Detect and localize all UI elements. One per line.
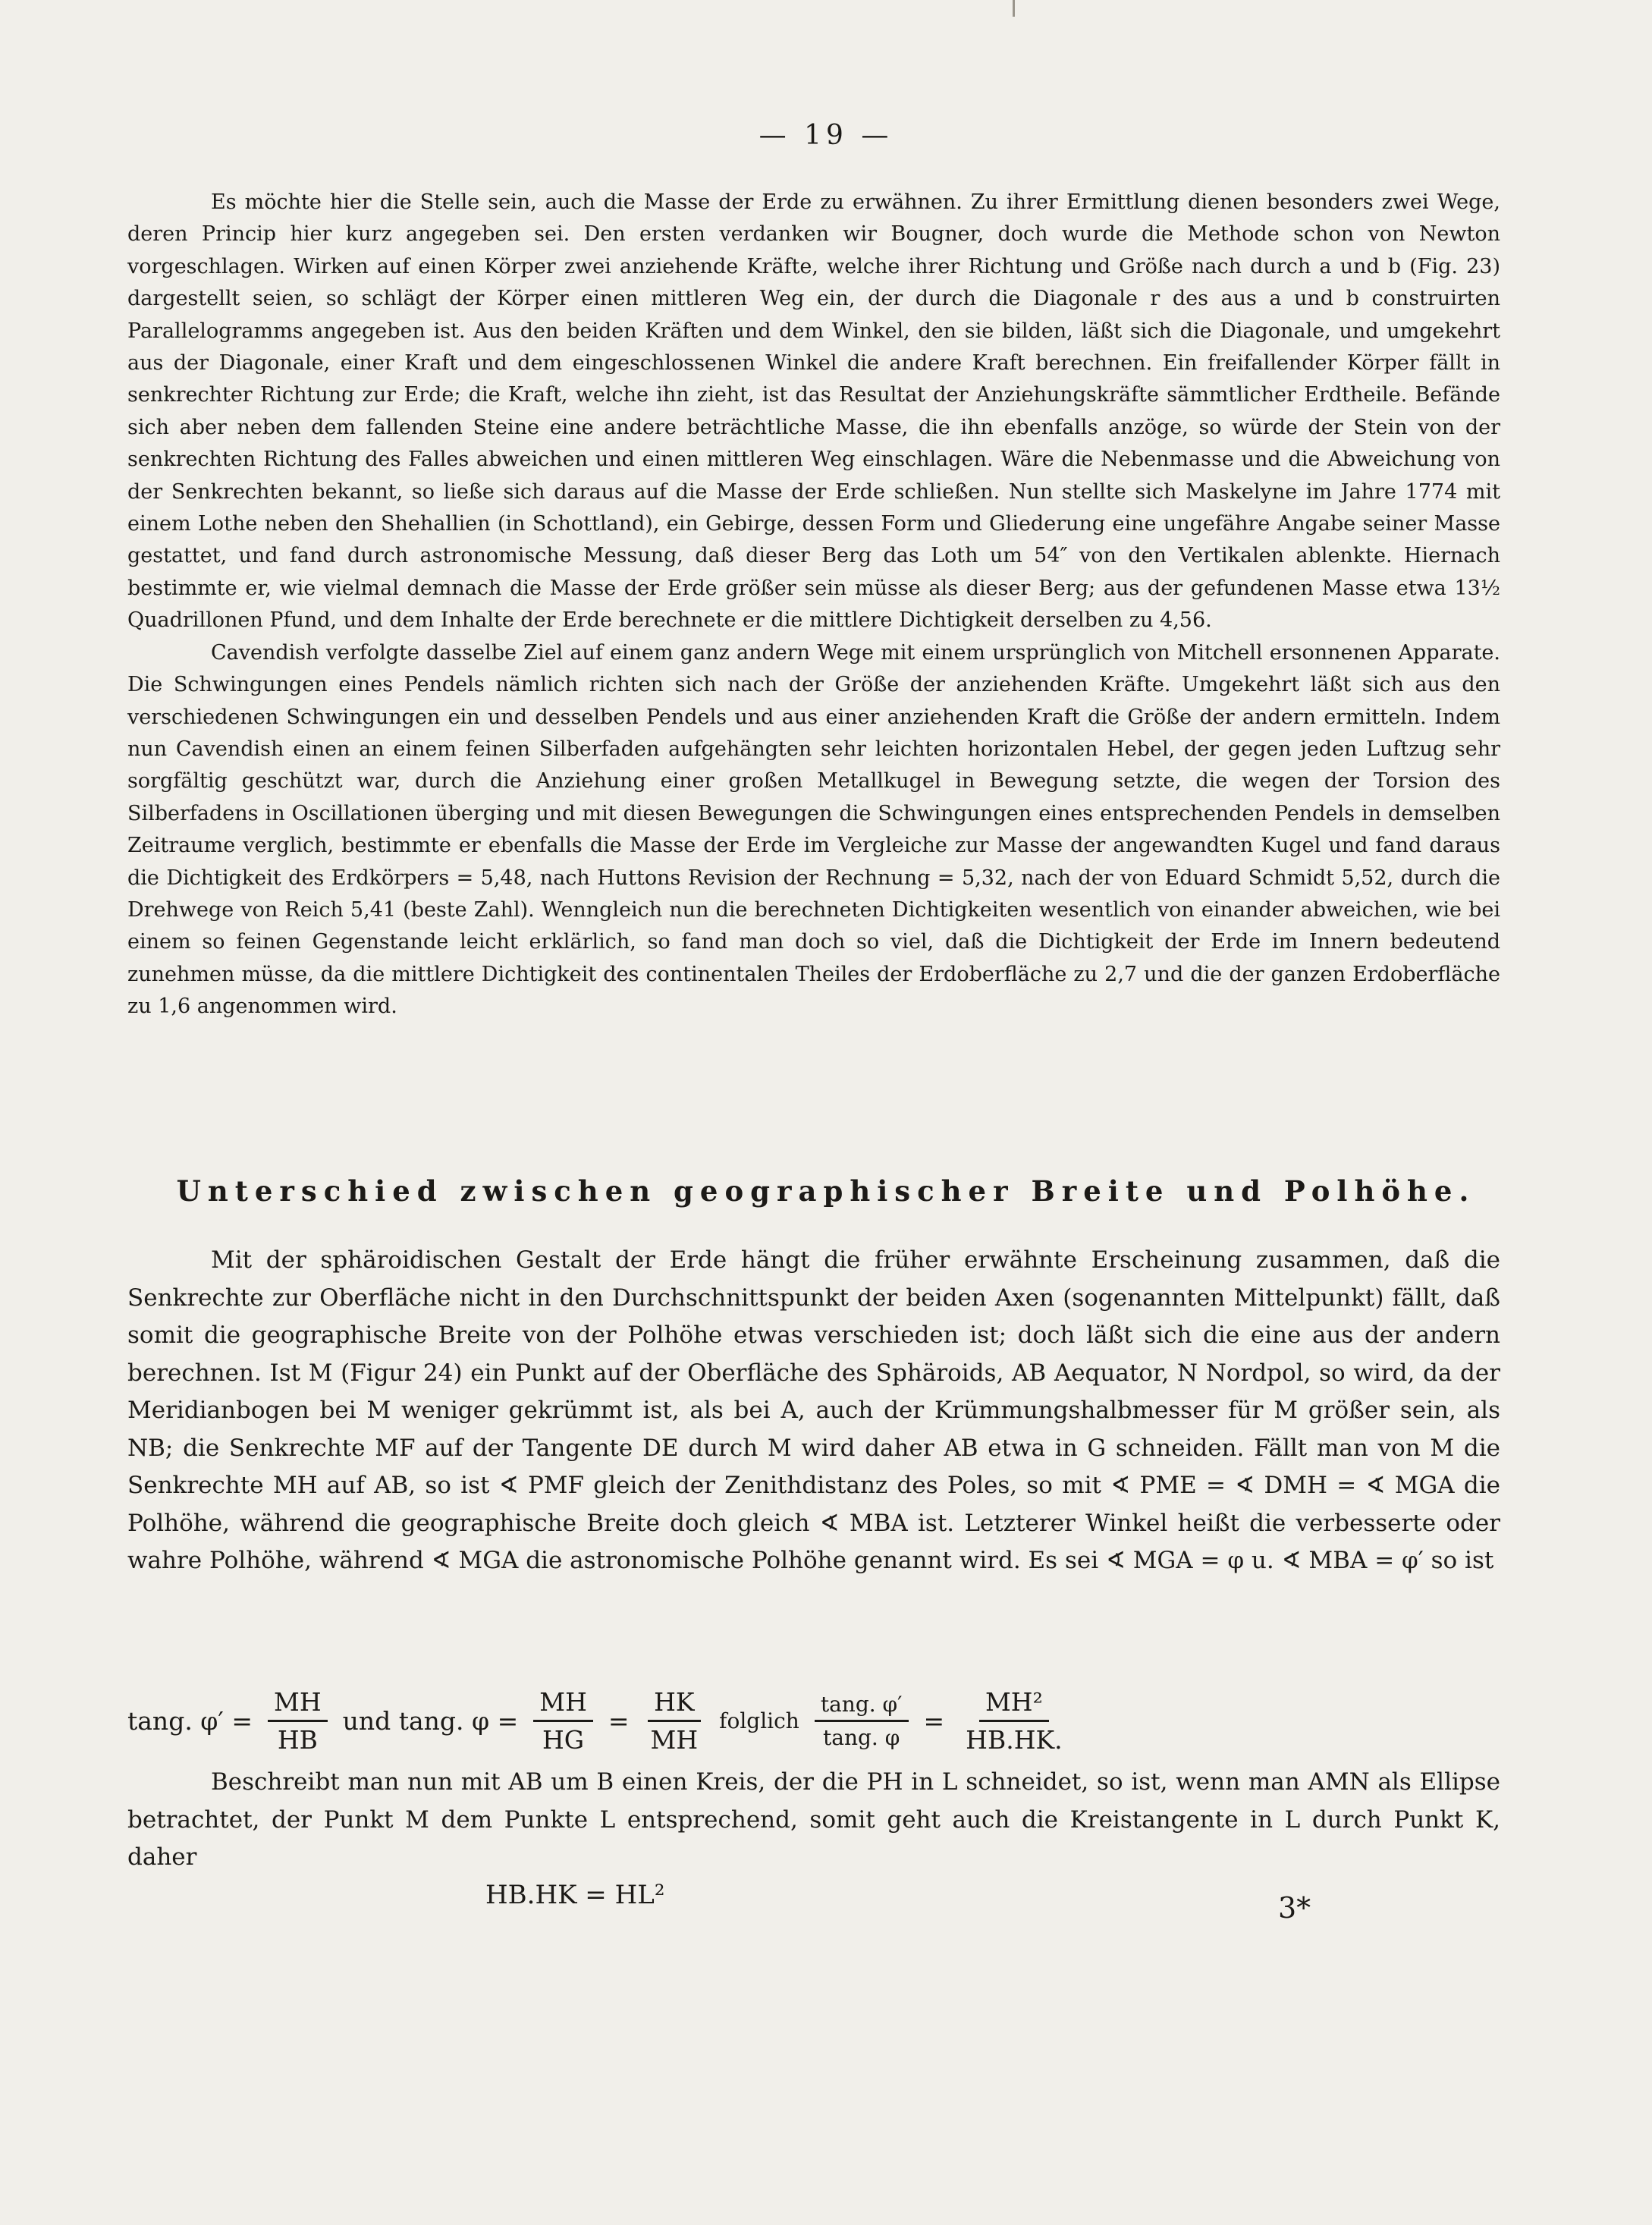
paragraph-circle: Beschreibt man nun mit AB um B einen Kreis, der die PH in L schneidet, so ist, wenn man AMN als Ellipse betrachtet, der Punkt M dem Punkte L entsprechend, somit geht auch die Kreistangente in L durch Punkt K, daher	[127, 1768, 1500, 1871]
printer-signature: 3*	[1278, 1891, 1311, 1925]
fraction-tang-ratio	[815, 1692, 909, 1750]
fraction-mh-hg	[533, 1687, 593, 1755]
formula-equals-2: =	[923, 1705, 945, 1736]
formula-folglich: folglich	[719, 1708, 799, 1733]
fraction-denominator: HB.HK.	[966, 1724, 1063, 1755]
paper-mark	[1013, 0, 1015, 17]
section-circle	[127, 1764, 1500, 1877]
section-heading: Unterschied zwischen geographischer Breite und Polhöhe.	[176, 1174, 1476, 1208]
fraction-numerator: MH²	[979, 1687, 1049, 1722]
paragraph-maskelyne: Es möchte hier die Stelle sein, auch die Masse der Erde zu erwähnen. Zu ihrer Ermittlung dienen besonders zwei Wege, deren Princip hier kurz angegeben sei. Den ersten verdanken wir Bougner, doch wurde die Methode schon von Newton vorgeschlagen. Wirken auf einen Körper zwei anziehende Kräfte, welche ihrer Richtung und Größe nach durch a und b (Fig. 23) dargestellt seien, so schlägt der Körper einen mittleren Weg ein, der durch die Diagonale r des aus a und b construirten Parallelogramms angegeben ist. Aus den beiden Kräften und dem Winkel, den sie bilden, läßt sich die Diagonale, und umgekehrt aus der Diagonale, einer Kraft und dem eingeschlossenen Winkel die andere Kraft berechnen. Ein freifallender Körper fällt in senkrechter Richtung zur Erde; die Kraft, welche ihn zieht, ist das Resultat der Anziehungskräfte sämmtlicher Erdtheile. Befände sich aber neben dem fallenden Steine eine andere beträchtliche Masse, die ihn ebenfalls anzöge, so würde der Stein von der senkrechten Richtung des Falles abweichen und einen mittleren Weg einschlagen. Wäre die Nebenmasse und die Abweichung von der Senkrechten bekannt, so ließe sich daraus auf die Masse der Erde schließen. Nun stellte sich Maskelyne im Jahre 1774 mit einem Lothe neben den Shehallien (in Schottland), ein Gebirge, dessen Form und Gliederung eine ungefähre Angabe seiner Masse gestattet, und fand durch astronomische Messung, daß dieser Berg das Loth um 54″ von den Vertikalen ablenkte. Hiernach bestimmte er, wie vielmal demnach die Masse der Erde größer sein müsse als dieser Berg; aus der gefundenen Masse etwa 13½ Quadrillonen Pfund, und dem Inhalte der Erde berechnete er die mittlere Dichtigkeit derselben zu 4,56.	[127, 190, 1500, 633]
fraction-numerator: HK	[648, 1687, 700, 1722]
fraction-mh2-hbhk	[959, 1687, 1068, 1755]
paragraph-cavendish: Cavendish verfolgte dasselbe Ziel auf einem ganz andern Wege mit einem ursprünglich von Mitchell ersonnenen Apparate. Die Schwingungen eines Pendels nämlich richten sich nach der Größe der anziehenden Kräfte. Umgekehrt läßt sich aus den verschiedenen Schwingungen ein und desselben Pendels und aus einer anziehenden Kraft die Größe der andern ermitteln. Indem nun Cavendish einen an einem feinen Silberfaden aufgehängten sehr leichten horizontalen Hebel, der gegen jeden Luftzug sehr sorgfältig geschützt war, durch die Anziehung einer großen Metallkugel in Bewegung setzte, die wegen der Torsion des Silberfadens in Oscillationen überging und mit diesen Bewegungen die Schwingungen eines entsprechenden Pendels in demselben Zeitraume verglich, bestimmte er ebenfalls die Masse der Erde im Vergleiche zur Masse der angewandten Kugel und fand daraus die Dichtigkeit des Erdkörpers = 5,48, nach Huttons Revision der Rechnung = 5,32, nach der von Eduard Schmidt 5,52, durch die Drehwege von Reich 5,41 (beste Zahl). Wenngleich nun die berechneten Dichtigkeiten wesentlich von einander abweichen, wie bei einem so feinen Gegenstande leicht erklärlich, so fand man doch so viel, daß die Dichtigkeit der Erde im Innern bedeutend zunehmen müsse, da die mittlere Dichtigkeit des continentalen Theiles der Erdoberfläche zu 2,7 und die der ganzen Erdoberfläche zu 1,6 angenommen wird.	[127, 640, 1500, 1019]
fraction-denominator: HG	[542, 1724, 585, 1755]
fraction-hk-mh	[645, 1687, 705, 1755]
formula-hbhk: HB.HK = HL²	[485, 1880, 665, 1910]
formula-und: und tang. φ =	[342, 1705, 519, 1736]
fraction-denominator: tang. φ	[823, 1724, 900, 1750]
section-latitude	[127, 1242, 1500, 1580]
formula-tangent	[127, 1675, 1500, 1766]
section-earth-mass	[127, 187, 1500, 1023]
fraction-numerator: MH	[268, 1687, 328, 1722]
fraction-denominator: HB	[277, 1724, 318, 1755]
fraction-numerator: tang. φ′	[815, 1692, 909, 1722]
fraction-mh-hb	[268, 1687, 328, 1755]
page-number: — 19 —	[758, 120, 894, 151]
formula-equals: =	[608, 1705, 630, 1736]
paragraph-latitude: Mit der sphäroidischen Gestalt der Erde hängt die früher erwähnte Erscheinung zusammen, daß die Senkrechte zur Oberfläche nicht in den Durchschnittspunkt der beiden Axen (sogenannten Mittelpunkt) fällt, daß somit die geographische Breite von der Polhöhe etwas verschieden ist; doch läßt sich die eine aus der andern berechnen. Ist M (Figur 24) ein Punkt auf der Oberfläche des Sphäroids, AB Aequator, N Nordpol, so wird, da der Meridianbogen bei M weniger gekrümmt ist, als bei A, auch der Krümmungshalbmesser für M größer sein, als NB; die Senkrechte MF auf der Tangente DE durch M wird daher AB etwa in G schneiden. Fällt man von M die Senkrechte MH auf AB, so ist ∢ PMF gleich der Zenithdistanz des Poles, so mit ∢ PME = ∢ DMH = ∢ MGA die Polhöhe, während die geographische Breite doch gleich ∢ MBA ist. Letzterer Winkel heißt die verbesserte oder wahre Polhöhe, während ∢ MGA die astronomische Polhöhe genannt wird. Es sei ∢ MGA = φ u. ∢ MBA = φ′ so ist	[127, 1246, 1500, 1574]
fraction-numerator: MH	[533, 1687, 593, 1722]
formula-lhs: tang. φ′ =	[127, 1705, 253, 1736]
fraction-denominator: MH	[650, 1724, 699, 1755]
